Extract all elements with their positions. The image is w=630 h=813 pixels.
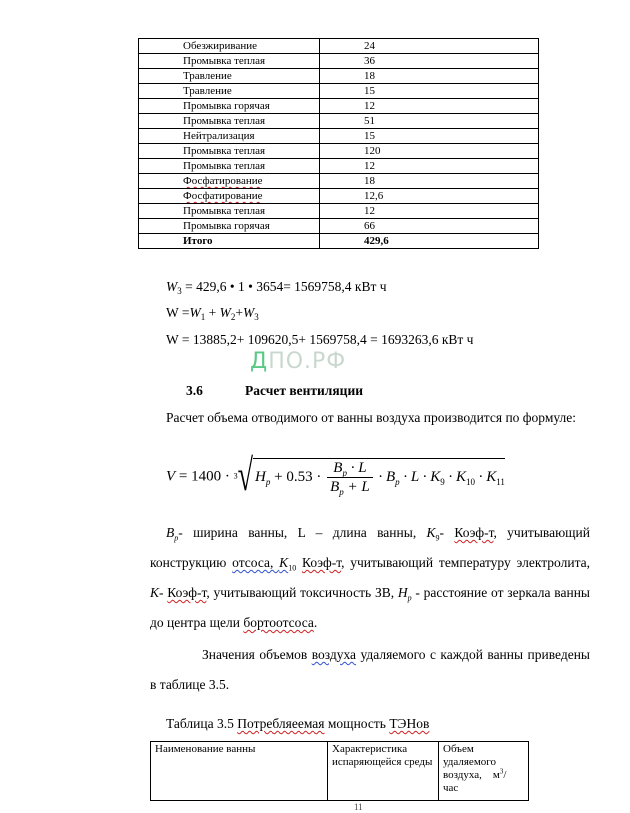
watermark-logo [250,350,346,374]
def-koef: Коэф-т [454,525,494,540]
caption-tenov: ТЭНов [389,716,430,731]
def-bp-sub: p [174,533,179,543]
intro-paragraph: Расчет объема отводимого от ванны воздуха производится по формуле: [166,410,577,425]
cell-value: 36 [320,54,539,69]
radicand [253,458,505,496]
cell-process [139,129,320,144]
values-text: удаляемого с каждой ванны приведены в таблице 3.5. [150,647,590,692]
def-hp-sub: p [407,593,412,603]
tail-b: · B [374,468,396,485]
cell-value: 12 [320,204,539,219]
def-bortootsosa: бортоотсоса [243,615,314,630]
table-row [139,114,539,129]
cell-value: 18 [320,174,539,189]
den-rest: + L [343,479,370,495]
unit-sup: 3 [499,767,504,776]
formula-h-sub: p [265,476,271,487]
cell-process [139,234,320,249]
radical-sign: √ [237,451,254,501]
formula-coefficient: = 1400 · [175,468,234,485]
def-k: K [150,585,160,600]
def-text: - ширина ванны, L – длина ванны, [178,525,427,540]
w1-subscript: 1 [200,312,206,322]
process-name: Итого [183,235,213,247]
k11-sub: 11 [496,476,505,487]
process-name: Травление [183,70,232,82]
plus-sign: + [235,305,243,320]
header-air-volume [439,742,529,801]
cell-value: 12 [320,159,539,174]
caption-middle: мощность [324,716,390,731]
def-text: , учитывающий температуру электролита, [341,555,590,570]
def-text: - [159,585,168,600]
table-row [139,69,539,84]
w2-symbol: W [219,305,231,320]
process-name: Нейтрализация [183,130,255,142]
def-text: , учитывающий токсичность ЗВ, [206,585,398,600]
cell-process [139,174,320,189]
table-caption [166,715,429,733]
table-row [139,99,539,114]
header-medium: Характеристика испаряющейся среды [328,742,439,801]
cell-process [139,219,320,234]
equation-w-total: W = 13885,2+ 109620,5+ 1569758,4 = 1693263,6 кВт ч [166,332,474,347]
header-air-volume-text: Объем удаляемого воздуха, [443,743,497,781]
cell-value: 15 [320,129,539,144]
tail-b-sub: p [395,476,400,487]
cell-process [139,159,320,174]
process-name: Промывка теплая [183,145,266,157]
section-number: 3.6 [186,383,203,398]
formula-fraction [327,459,373,496]
def-koef: Коэф-т [167,585,207,600]
cell-value: 120 [320,144,539,159]
ventilation-table [150,741,529,801]
process-name: Травление [183,85,232,97]
def-text: . [313,615,318,630]
cell-process [139,84,320,99]
table-row [139,159,539,174]
cell-value: 12,6 [320,189,539,204]
table-row [139,144,539,159]
process-name: Промывка теплая [183,205,266,217]
root-index: 3 [233,471,238,481]
def-text: , учитывающий конструкцию [150,525,591,570]
unit-m: м [492,769,500,781]
process-name: Обезжиривание [183,40,258,52]
values-vozduha: воздуха [311,647,357,662]
cell-process [139,99,320,114]
den-b: B [330,479,340,495]
table-row [139,84,539,99]
def-k10: K [279,555,289,570]
table-row [139,174,539,189]
definitions-paragraph [150,518,590,638]
def-k9-sub: 9 [435,533,440,543]
cell-process [139,114,320,129]
fraction-denominator [327,478,373,496]
w3-subscript: 3 [177,286,182,296]
caption-prefix: Таблица 3.5 [166,716,238,731]
def-k10-sub: 10 [288,563,297,573]
plus-sign: + [205,305,220,320]
cell-value: 24 [320,39,539,54]
page-number: 11 [354,802,363,812]
k9-sub: 9 [440,476,445,487]
ventilation-formula [166,451,505,514]
equation-w-sum [166,304,259,322]
formula-h: H [255,468,266,485]
def-text: - [439,525,455,540]
watermark-rest: ПО.РФ [268,349,347,374]
table-row [139,129,539,144]
power-table [138,38,539,249]
cell-value: 12 [320,99,539,114]
fraction-numerator [327,459,373,478]
w2-subscript: 2 [230,312,236,322]
cell-process [139,54,320,69]
formula-v: V [166,468,176,485]
process-name: Фосфатирование [183,190,263,202]
cell-process [139,204,320,219]
table-row [139,54,539,69]
w3-subscript: 3 [254,312,259,322]
tail-l-k: · L · K [399,468,441,485]
w-label: W = [166,305,190,320]
unit-tail: / час [443,769,507,794]
equation-w3 [166,278,387,296]
def-k9: K [426,525,436,540]
caption-title: Потребляеемая [237,716,325,731]
process-name: Промывка теплая [183,160,266,172]
cell-value: 18 [320,69,539,84]
values-text: Значения объемов [202,647,312,662]
def-bp: B [166,525,175,540]
cell-process [139,144,320,159]
def-text: - расстояние от зеркала ванны до центра щели [150,585,590,630]
w1-symbol: W [189,305,201,320]
cell-value: 66 [320,219,539,234]
section-title: Расчет вентиляции [245,383,364,398]
table-total-row [139,234,539,249]
num-b-sub: p [342,468,347,478]
cell-value: 51 [320,114,539,129]
process-name: Промывка горячая [183,220,270,232]
cell-value: 15 [320,84,539,99]
cell-process [139,189,320,204]
def-hp: H [397,585,408,600]
watermark-main: Д [250,349,269,374]
header-bath-name: Наименование ванны [151,742,328,801]
cell-process [139,39,320,54]
table-row [139,204,539,219]
num-b: B [333,460,343,476]
table-row [139,39,539,54]
k10: · K [444,468,466,485]
def-koef: Коэф-т [302,555,342,570]
table-row [139,219,539,234]
w3-symbol: W [243,305,255,320]
process-name: Промывка горячая [183,100,270,112]
process-name: Промывка теплая [183,55,266,67]
formula-053: + 0.53 · [270,468,326,485]
k10-sub: 10 [465,476,475,487]
process-name: Промывка теплая [183,115,266,127]
cell-value: 429,6 [320,234,539,249]
def-otsosa: отсоса, [232,555,280,570]
process-name: Фосфатирование [183,175,263,187]
den-b-sub: p [339,487,344,497]
k11: · K [474,468,497,485]
w3-symbol: W [166,279,178,294]
num-rest: · L [346,460,367,476]
table-header-row [151,742,529,801]
cell-process [139,69,320,84]
table-row [139,189,539,204]
values-paragraph [150,640,590,700]
w3-expression: = 429,6 • 1 • 3654= 1569758,4 кВт ч [181,279,387,294]
